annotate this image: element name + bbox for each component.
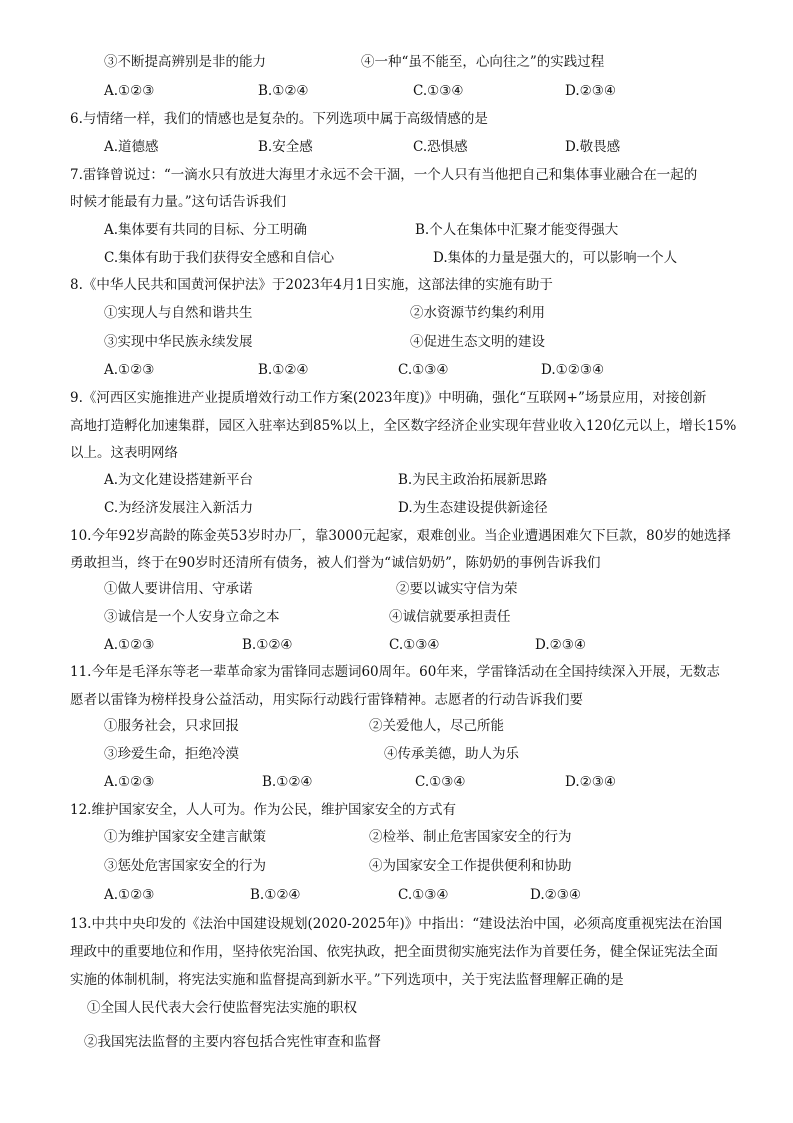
q10-stem-line-1: 10.今年92岁高龄的陈金英53岁时办厂，靠3000元起家，艰难创业。当企业遭遇困难欠下巨款，80岁的她选择	[70, 528, 731, 544]
q13-statement-2: ②我国宪法监督的主要内容包括合宪性审查和监督	[84, 1034, 381, 1050]
q11-statement-2: ②关爱他人，尽己所能	[369, 718, 504, 734]
q13-stem-line-2: 理政中的重要地位和作用，坚持依宪治国、依宪执政，把全面贯彻实施宪法作为首要任务，健全保证宪法全面	[70, 944, 718, 960]
q12-statement-1: ①为维护国家安全建言献策	[104, 829, 266, 845]
q12-statement-2: ②检举、制止危害国家安全的行为	[369, 829, 572, 845]
q6-option-c[interactable]: C.恐惧感	[413, 139, 468, 155]
q8-statement-1: ①实现人与自然和谐共生	[104, 305, 253, 321]
q12-option-c[interactable]: C.①③④	[398, 887, 449, 903]
q5-option-a[interactable]: A.①②③	[104, 83, 155, 99]
q7-option-d[interactable]: D.集体的力量是强大的，可以影响一个人	[433, 250, 678, 266]
q11-option-a[interactable]: A.①②③	[104, 774, 155, 790]
q11-option-b[interactable]: B.①②④	[262, 774, 313, 790]
q11-option-d[interactable]: D.②③④	[565, 774, 616, 790]
q8-option-c[interactable]: C.①③④	[398, 362, 449, 378]
q10-stem-line-2: 勇敢担当，终于在90岁时还清所有债务，被人们誉为“诚信奶奶”，陈奶奶的事例告诉我们	[70, 555, 601, 571]
q8-statement-2: ②水资源节约集约利用	[410, 305, 545, 321]
q10-statement-1: ①做人要讲信用、守承诺	[104, 581, 253, 597]
q12-option-b[interactable]: B.①②④	[250, 887, 301, 903]
q9-stem-line-1: 9.《河西区实施推进产业提质增效行动工作方案(2023年度)》中明确，强化“互联网+”场景应用，对接创新	[70, 390, 707, 406]
q5-statement-4: ④一种“虽不能至，心向往之”的实践过程	[361, 54, 605, 70]
q8-option-a[interactable]: A.①②③	[104, 362, 155, 378]
q5-option-d[interactable]: D.②③④	[565, 83, 616, 99]
q10-statement-4: ④诚信就要承担责任	[389, 609, 511, 625]
q8-option-b[interactable]: B.①②④	[258, 362, 309, 378]
q13-stem-line-3: 实施的体制机制，将宪法实施和监督提高到新水平。”下列选项中，关于宪法监督理解正确的是	[70, 972, 624, 988]
q11-stem-line-2: 愿者以雷锋为榜样投身公益活动，用实际行动践行雷锋精神。志愿者的行动告诉我们要	[70, 692, 583, 708]
q10-statement-2: ②要以诚实守信为荣	[396, 581, 518, 597]
q11-statement-1: ①服务社会，只求回报	[104, 718, 239, 734]
q9-stem-line-2: 高地打造孵化加速集群，园区入驻率达到85%以上，全区数字经济企业实现年营业收入120亿元以上，增长15%	[70, 418, 737, 434]
q5-option-b[interactable]: B.①②④	[258, 83, 309, 99]
q10-option-b[interactable]: B.①②④	[242, 637, 293, 653]
q8-statement-4: ④促进生态文明的建设	[410, 334, 545, 350]
q11-stem-line-1: 11.今年是毛泽东等老一辈革命家为雷锋同志题词60周年。60年来，学雷锋活动在全国持续深入开展，无数志	[70, 664, 720, 680]
q12-option-d[interactable]: D.②③④	[530, 887, 581, 903]
q10-option-d[interactable]: D.②③④	[535, 637, 586, 653]
q9-option-b[interactable]: B.为民主政治拓展新思路	[398, 472, 548, 488]
q12-option-a[interactable]: A.①②③	[104, 887, 155, 903]
q6-option-d[interactable]: D.敬畏感	[565, 139, 621, 155]
q9-option-a[interactable]: A.为文化建设搭建新平台	[104, 472, 254, 488]
q8-statement-3: ③实现中华民族永续发展	[104, 334, 253, 350]
q12-stem: 12.维护国家安全，人人可为。作为公民，维护国家安全的方式有	[70, 802, 456, 818]
q9-stem-line-3: 以上。这表明网络	[70, 445, 178, 461]
q13-statement-1: ①全国人民代表大会行使监督宪法实施的职权	[87, 1000, 357, 1016]
q7-option-a[interactable]: A.集体要有共同的目标、分工明确	[104, 222, 308, 238]
q11-statement-3: ③珍爱生命，拒绝冷漠	[104, 746, 239, 762]
q5-option-c[interactable]: C.①③④	[413, 83, 464, 99]
q7-stem-line-1: 7.雷锋曾说过：“一滴水只有放进大海里才永远不会干涸，一个人只有当他把自己和集体事业融合在一起的	[70, 167, 698, 183]
q5-statement-3: ③不断提高辨别是非的能力	[104, 54, 266, 70]
q10-option-a[interactable]: A.①②③	[104, 637, 155, 653]
q8-stem: 8.《中华人民共和国黄河保护法》于2023年4月1日实施，这部法律的实施有助于	[70, 277, 553, 293]
q11-option-c[interactable]: C.①③④	[415, 774, 466, 790]
q7-stem-line-2: 时候才能最有力量。”这句话告诉我们	[70, 194, 287, 210]
q11-statement-4: ④传承美德，助人为乐	[384, 746, 519, 762]
q12-statement-4: ④为国家安全工作提供便利和协助	[369, 858, 572, 874]
q10-option-c[interactable]: C.①③④	[389, 637, 440, 653]
q9-option-d[interactable]: D.为生态建设提供新途径	[398, 500, 548, 516]
q13-stem-line-1: 13.中共中央印发的《法治中国建设规划(2020-2025年)》中指出：“建设法治中国，必须高度重视宪法在治国	[70, 916, 723, 932]
q6-option-a[interactable]: A.道德感	[104, 139, 159, 155]
q6-option-b[interactable]: B.安全感	[258, 139, 313, 155]
q10-statement-3: ③诚信是一个人安身立命之本	[104, 609, 280, 625]
q7-option-b[interactable]: B.个人在集体中汇聚才能变得强大	[415, 222, 619, 238]
q7-option-c[interactable]: C.集体有助于我们获得安全感和自信心	[104, 250, 335, 266]
q6-stem: 6.与情绪一样，我们的情感也是复杂的。下列选项中属于高级情感的是	[70, 111, 488, 127]
q9-option-c[interactable]: C.为经济发展注入新活力	[104, 500, 254, 516]
q8-option-d[interactable]: D.①②③④	[541, 362, 605, 378]
q12-statement-3: ③惩处危害国家安全的行为	[104, 858, 266, 874]
